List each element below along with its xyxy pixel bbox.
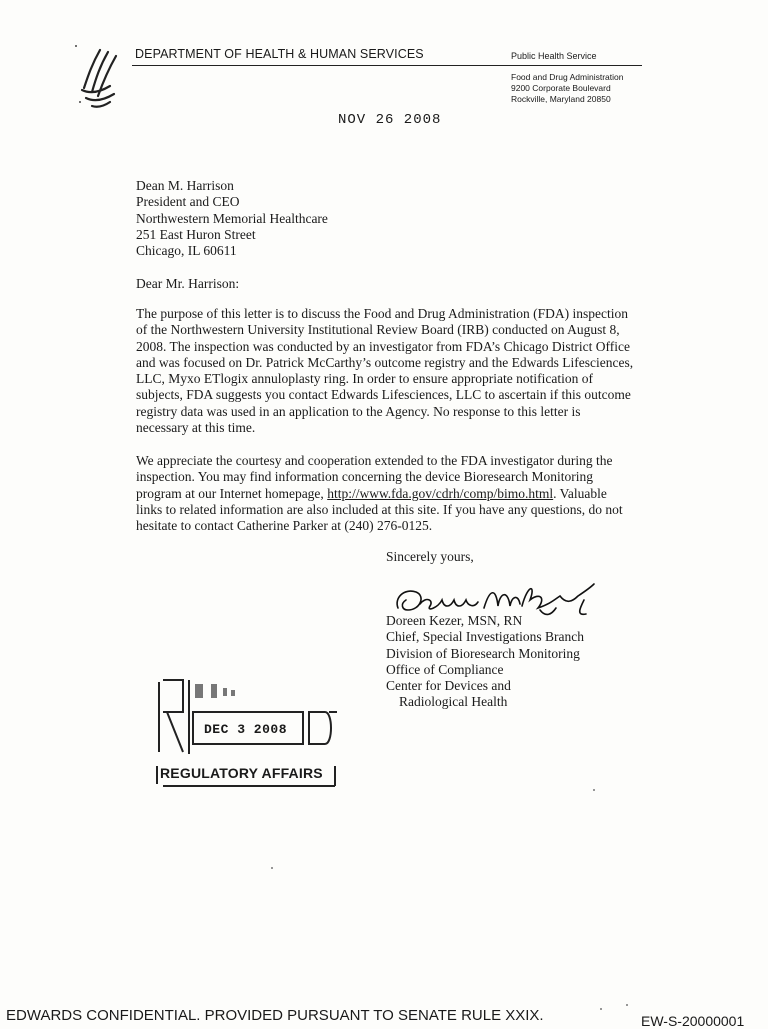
paragraph-text: . Valuable links to related information are also included at this site. If you have any questions, do not hesitate to contact Catherine Parker at (240) 276-0125. [136,485,623,534]
closing: Sincerely yours, [386,549,474,564]
body-paragraph-2 [136,453,636,534]
department-name: DEPARTMENT OF HEALTH & HUMAN SERVICES [135,47,424,61]
signer-office: Office of Compliance [386,661,504,677]
signature-block [386,613,584,711]
signer-title: Chief, Special Investigations Branch [386,629,584,645]
paragraph-text: We appreciate the courtesy and cooperation extended to the FDA investigator during the inspection. You may find information concerning the device Bioresearch Monitoring program at our Internet homepage, [136,453,613,501]
confidential-footer: EDWARDS CONFIDENTIAL. PROVIDED PURSUANT TO SENATE RULE XXIX. [6,1007,544,1024]
signer-division: Division of Bioresearch Monitoring [386,645,580,661]
bimo-link[interactable]: http://www.fda.gov/cdrh/comp/bimo.html [327,485,554,501]
body-paragraph-1: The purpose of this letter is to discuss the Food and Drug Administration (FDA) inspection of the Northwestern University Institutional Review Board (IRB) conducted on August 8, 2008. The inspection was conducted by an investigator from FDA’s Chicago District Office and was focused on Dr. Patrick McCarthy’s outcome registry and the Edwards Lifesciences, LLC, Myxo ETlogix annuloplasty ring. In order to ensure appropriate notification of subjects, FDA suggests you contact Edwards Lifesciences, LLC to ascertain if this outcome registry data was used in an application to the Agency. No response to this letter is necessary at this time. [136,306,634,436]
recipient-address [136,178,328,259]
service-name: Public Health Service [511,51,597,61]
salutation: Dear Mr. Harrison: [136,276,240,291]
letterhead-rule [132,65,642,66]
agency-line: Rockville, Maryland 20850 [511,94,611,104]
stamp-date: DEC 3 2008 [204,722,288,737]
scan-speck [271,867,273,869]
document-id: EW-S-20000001 [641,1013,745,1029]
scan-speck [626,1004,628,1006]
signer-center-cont: Radiological Health [399,694,508,710]
recipient-line: President and CEO [136,194,240,210]
scan-speck [593,789,595,791]
signer-center: Center for Devices and [386,678,511,694]
letter-date: NOV 26 2008 [338,112,442,128]
agency-address [511,72,623,105]
recipient-line: 251 East Huron Street [136,226,256,242]
recipient-line: Dean M. Harrison [136,178,234,193]
scan-speck [600,1008,602,1010]
hhs-eagle-logo-icon [70,42,130,114]
agency-line: 9200 Corporate Boulevard [511,83,611,93]
recipient-line: Northwestern Memorial Healthcare [136,210,328,226]
agency-line: Food and Drug Administration [511,72,624,82]
recipient-line: Chicago, IL 60611 [136,243,237,259]
signer-name: Doreen Kezer, MSN, RN [386,613,523,628]
stamp-label: REGULATORY AFFAIRS [160,765,323,781]
